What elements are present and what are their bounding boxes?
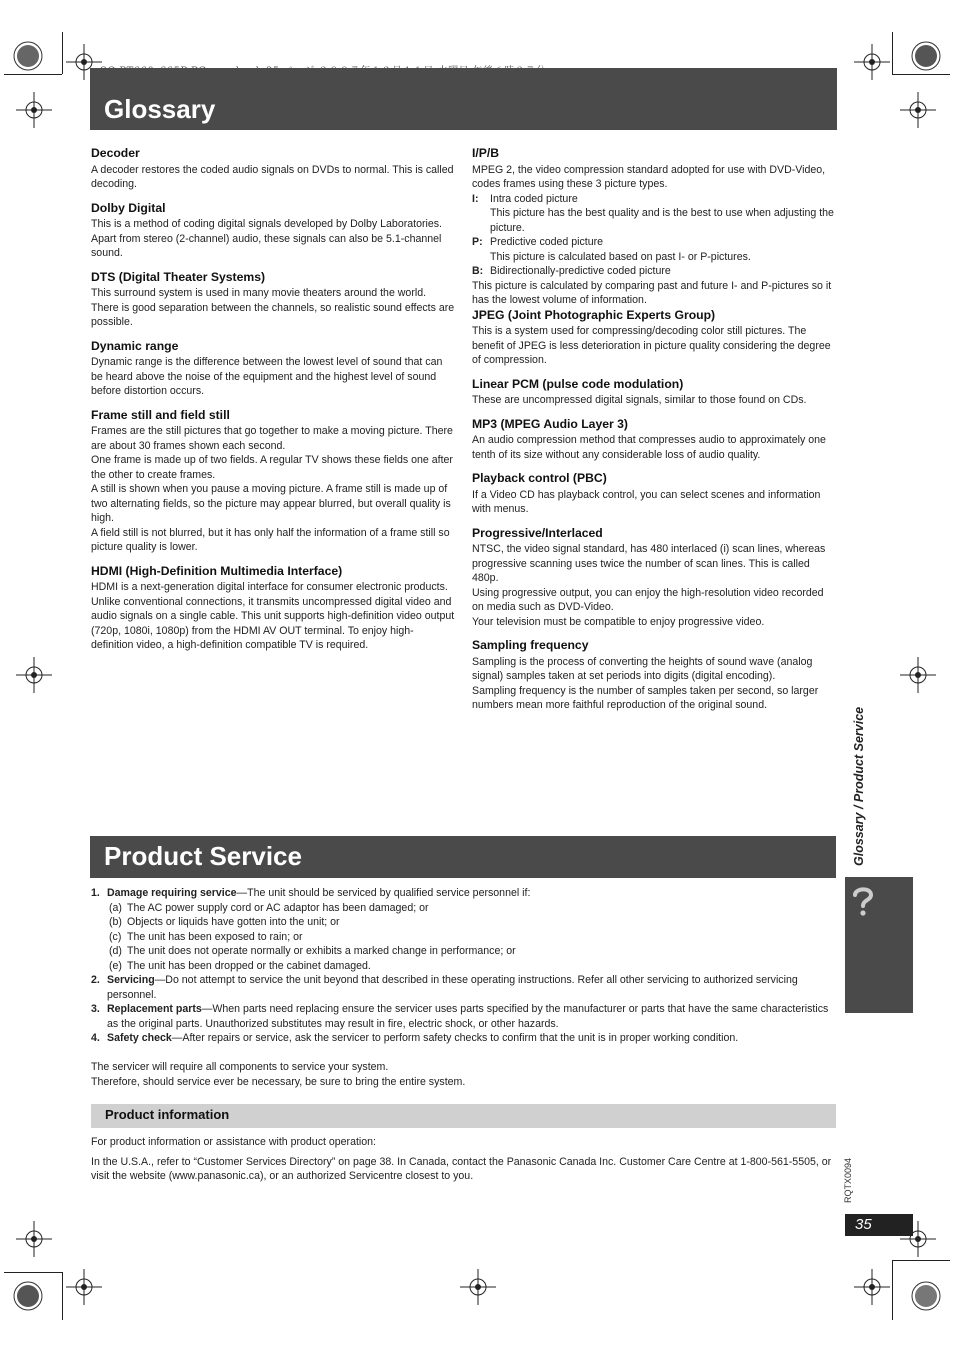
glossary-left-column — [91, 146, 456, 653]
glossary-term: Sampling frequency — [472, 638, 589, 652]
crop-line — [892, 32, 893, 74]
product-information-text — [91, 1135, 837, 1189]
product-service-list — [91, 886, 837, 1046]
glossary-definition: If a Video CD has playback control, you can select scenes and information with menus. — [472, 488, 821, 515]
glossary-definition: This is a method of coding digital signals developed by Dolby Laboratories. Apart from stereo (2-channel) audio, these signals can also be 5.1-channel sound. — [91, 218, 442, 259]
product-information-paragraph: In the U.S.A., refer to “Customer Services Directory” on page 38. In Canada, contact the Panasonic Canada Inc. Customer Care Centre at 1-800-561-5505, or visit the website (www.panasonic.ca), or an authorized Servicentre closest to you. — [91, 1155, 832, 1182]
ipb-list — [472, 192, 837, 279]
service-item-number: 3. — [91, 1003, 100, 1015]
ipb-item — [472, 192, 837, 236]
ipb-line: This picture has the best quality and is the best to use when adjusting the picture. — [490, 207, 834, 234]
crosshair-icon — [896, 88, 940, 132]
ipb-line: Intra coded picture — [490, 192, 578, 205]
crop-line — [62, 32, 63, 74]
service-item-label: Servicing — [107, 974, 155, 986]
service-sub-text: The unit does not operate normally or exhibits a marked change in performance; or — [127, 945, 516, 957]
service-sub-item — [109, 959, 837, 974]
service-sub-text: The AC power supply cord or AC adaptor has been damaged; or — [127, 901, 429, 914]
glossary-term: Progressive/Interlaced — [472, 525, 603, 540]
crop-line — [892, 1260, 893, 1320]
glossary-right-terms — [472, 308, 837, 713]
service-item-line — [107, 1031, 837, 1046]
glossary-term: I/P/B — [472, 146, 500, 160]
glossary-definition: These are uncompressed digital signals, similar to those found on CDs. — [472, 394, 807, 406]
service-sub-letter: (d) — [109, 945, 122, 957]
service-item-text: —The unit should be serviced by qualified service personnel if: — [236, 887, 531, 899]
service-item-text: —When parts need replacing ensure the servicer uses parts specified by the manufacturer or parts that have the same characteristics as the original parts. Unauthorized substitutes may result in fire, electric shock, or other hazards. — [107, 1003, 829, 1030]
service-sub-item — [109, 944, 837, 959]
glossary-definition: Dynamic range is the difference between the lowest level of sound that can be heard above the noise of the equipment and the highest level of sound before distortion occurs. — [91, 356, 443, 397]
crosshair-icon — [850, 40, 894, 84]
glossary-definition: A decoder restores the coded audio signals on DVDs to normal. This is called decoding. — [91, 163, 454, 190]
product-service-title: Product Service — [90, 836, 836, 878]
crosshair-icon — [12, 653, 56, 697]
crop-line — [4, 74, 62, 75]
crosshair-icon — [12, 88, 56, 132]
glossary-term: Playback control (PBC) — [472, 471, 607, 485]
service-sub-item — [109, 930, 837, 945]
glossary-definition: One frame is made up of two fields. A regular TV shows these fields one after the other to create frames. — [91, 454, 453, 481]
ipb-key: I: — [472, 192, 479, 205]
service-item-label: Safety check — [107, 1032, 172, 1044]
crop-line — [892, 1260, 950, 1261]
registration-mark-icon — [6, 34, 50, 78]
glossary-term: HDMI (High-Definition Multimedia Interface) — [91, 563, 343, 578]
ipb-text — [490, 235, 837, 264]
glossary-definition: This surround system is used in many movie theaters around the world. There is good separation between the channels, so realistic sound effects are possible. — [91, 287, 455, 328]
service-item-text: —After repairs or service, ask the servicer to perform safety checks to confirm that the unit is in proper working condition. — [171, 1032, 739, 1044]
service-sub-letter: (e) — [109, 959, 122, 972]
service-sub-item — [109, 901, 837, 916]
service-item-number: 4. — [91, 1032, 100, 1044]
glossary-definition: Frames are the still pictures that go together to make a moving picture. There are about 30 frames shown each second. — [91, 425, 453, 452]
service-item — [91, 1031, 837, 1046]
glossary-definition: This is a system used for compressing/decoding color still pictures. The benefit of JPEG is less deterioration in picture quality considering the degree of compression. — [472, 325, 831, 366]
ipb-item — [472, 235, 837, 264]
service-item-number: 2. — [91, 974, 100, 986]
glossary-term: MP3 (MPEG Audio Layer 3) — [472, 416, 628, 431]
servicer-line: Therefore, should service ever be necessary, be sure to bring the entire system. — [91, 1075, 466, 1088]
service-item-body — [107, 1031, 837, 1046]
glossary-definition: Your television must be compatible to enjoy progressive video. — [472, 615, 765, 628]
ipb-line: Bidirectionally-predictive coded picture — [490, 265, 671, 277]
glossary-definition: Sampling is the process of converting the heights of sound wave (analog signal) samples taken at set periods into digits (digital encoding). — [472, 655, 813, 682]
product-information-paragraph: For product information or assistance with product operation: — [91, 1136, 376, 1148]
glossary-definition: NTSC, the video signal standard, has 480 interlaced (i) scan lines, whereas progressive scanning uses twice the number of scan lines. This is called 480p. — [472, 543, 826, 584]
service-item-label: Damage requiring service — [107, 887, 237, 899]
crosshair-icon — [896, 653, 940, 697]
ipb-line: Predictive coded picture — [490, 236, 604, 248]
document-code: RQTX0094 — [843, 1157, 853, 1203]
page-number: 35 — [845, 1214, 913, 1236]
glossary-term: Decoder — [91, 146, 140, 160]
registration-mark-icon — [904, 1274, 948, 1318]
service-sub-text: The unit has been dropped or the cabinet damaged. — [127, 959, 371, 972]
service-item-body — [107, 1002, 837, 1031]
service-item-line — [107, 973, 837, 1002]
ipb-text — [490, 264, 837, 279]
glossary-term: Dynamic range — [91, 338, 179, 353]
glossary-definition: HDMI is a next-generation digital interface for consumer electronic products. Unlike conventional connections, it transmits uncompressed digital video and audio signals on a single cable. This unit supports high-definition video output (720p, 1080i, 1080p) from the HDMI AV OUT terminal. To enjoy high-definition video, a high-definition compatible TV is required. — [91, 581, 455, 651]
service-item-label: Replacement parts — [107, 1003, 202, 1015]
service-sub-letter: (c) — [109, 930, 122, 943]
side-tab — [845, 877, 913, 1013]
glossary-definition: Using progressive output, you can enjoy the high-resolution video recorded on media such as DVD-Video. — [472, 586, 824, 613]
glossary-definition: An audio compression method that compresses audio to approximately one tenth of its size without any considerable loss of audio quality. — [472, 434, 826, 461]
glossary-term: Frame still and field still — [91, 407, 230, 422]
side-section-label: Glossary / Product Service — [852, 706, 866, 866]
ipb-key: B: — [472, 265, 484, 277]
servicer-line: The servicer will require all components to service your system. — [91, 1061, 389, 1073]
glossary-definition: A still is shown when you pause a moving picture. A frame still is made up of two alternating fields, so the picture may appear blurred, but overall quality is high. — [91, 483, 451, 524]
service-item-line — [107, 886, 837, 901]
crop-line — [62, 1272, 63, 1320]
service-item-text: —Do not attempt to service the unit beyond that described in these operating instructions. Refer all other servicing to authorized servicing personnel. — [107, 974, 798, 1001]
crosshair-icon — [62, 1265, 106, 1309]
service-item-body — [107, 886, 837, 901]
service-item — [91, 1002, 837, 1031]
glossary-title: Glossary — [90, 68, 837, 130]
service-item — [91, 886, 837, 901]
ipb-line: This picture is calculated based on past I- or P-pictures. — [490, 250, 751, 263]
service-item-line — [107, 1002, 837, 1031]
glossary-definition: Sampling frequency is the number of samples taken per second, so larger numbers mean more faithful reproduction of the original sound. — [472, 684, 819, 711]
glossary-term: Linear PCM (pulse code modulation) — [472, 376, 684, 391]
service-sub-letter: (b) — [109, 916, 122, 928]
question-mark-icon — [849, 885, 877, 917]
ipb-key: P: — [472, 236, 483, 248]
service-item — [91, 973, 837, 1002]
glossary-term: DTS (Digital Theater Systems) — [91, 269, 266, 284]
service-sub-letter: (a) — [109, 901, 122, 914]
service-sub-text: Objects or liquids have gotten into the unit; or — [127, 916, 340, 928]
product-information-title: Product information — [91, 1104, 836, 1128]
glossary-term: Dolby Digital — [91, 200, 166, 215]
service-sub-list — [109, 901, 837, 974]
glossary-definition: MPEG 2, the video compression standard adopted for use with DVD-Video, codes frames using these 3 picture types. — [472, 163, 826, 190]
crop-line — [892, 74, 950, 75]
crosshair-icon — [12, 1217, 56, 1261]
service-item-number: 1. — [91, 887, 100, 899]
crosshair-icon — [850, 1265, 894, 1309]
crop-line — [4, 1272, 62, 1273]
glossary-term: JPEG (Joint Photographic Experts Group) — [472, 307, 716, 322]
service-item-body — [107, 973, 837, 1002]
ipb-item — [472, 264, 837, 279]
service-sub-text: The unit has been exposed to rain; or — [127, 930, 303, 943]
glossary-right-column — [472, 146, 837, 713]
crosshair-icon — [456, 1265, 500, 1309]
glossary-definition: This picture is calculated by comparing past and future I- and P-pictures so it has the lowest volume of information. — [472, 279, 832, 306]
registration-mark-icon — [6, 1274, 50, 1318]
glossary-definition: A field still is not blurred, but it has only half the information of a frame still so picture quality is lower. — [91, 526, 450, 553]
registration-mark-icon — [904, 34, 948, 78]
servicer-note — [91, 1060, 837, 1089]
service-sub-item — [109, 915, 837, 930]
ipb-text — [490, 192, 837, 236]
